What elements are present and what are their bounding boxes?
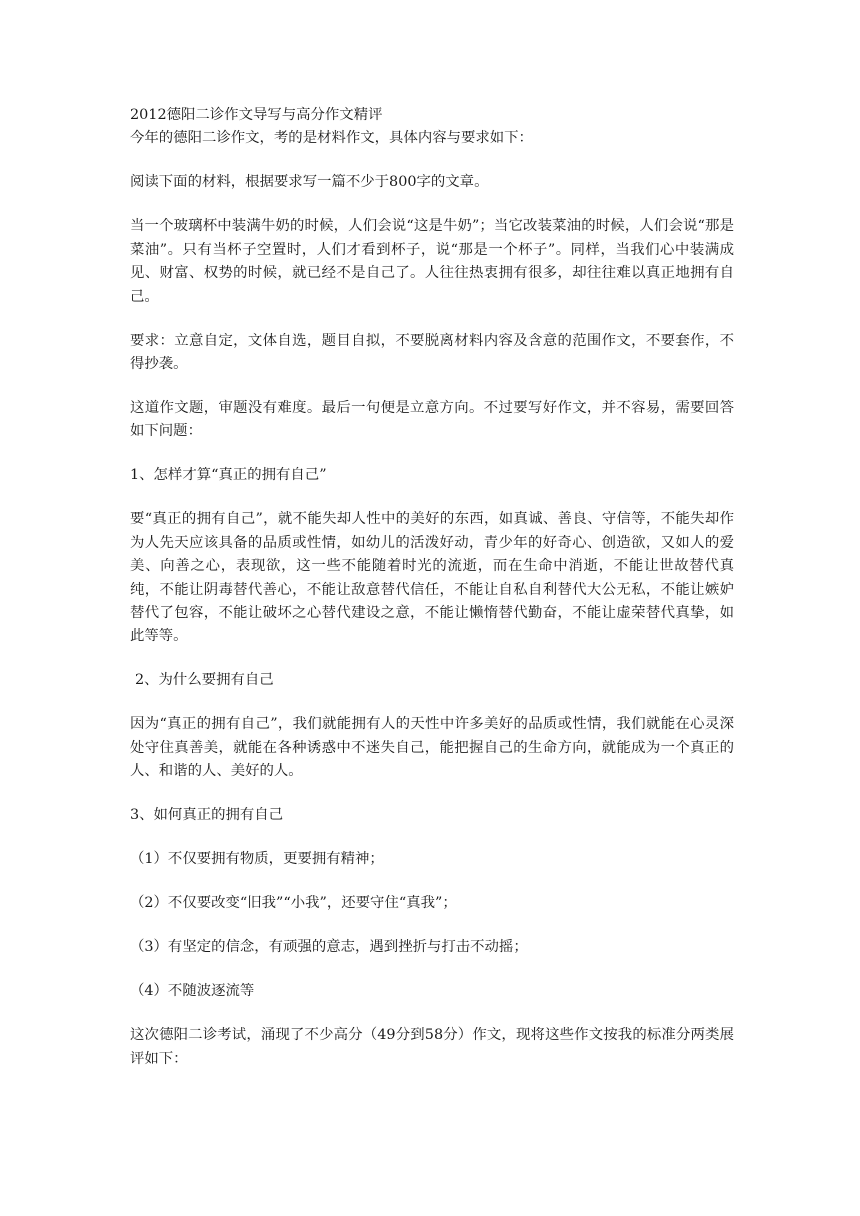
intro-paragraph: 今年的德阳二诊作文，考的是材料作文，具体内容与要求如下： (130, 130, 533, 147)
requirements-paragraph: 要求：立意自定，文体自选，题目自拟，不要脱离材料内容及含意的范围作文，不要套作，不得抄袭。 (130, 332, 734, 373)
document-page (130, 104, 734, 1071)
analysis-paragraph: 这道作文题，审题没有难度。最后一句便是立意方向。不过要写好作文，并不容易，需要回答如下问题： (130, 400, 734, 440)
question-1-heading: 1、怎样才算“真正的拥有自己” (130, 467, 327, 484)
document-title: 2012德阳二诊作文导写与高分作文精评 (130, 107, 383, 123)
question-3-item: （2）不仅要改变“旧我”“小我”，还要守住“真我”； (130, 895, 457, 912)
closing-paragraph: 这次德阳二诊考试，涌现了不少高分（49分到58分）作文，现将这些作文按我的标准分两类展评如下： (130, 1027, 734, 1067)
material-paragraph: 当一个玻璃杯中装满牛奶的时候，人们会说“这是牛奶”；当它改装菜油的时候，人们会说“那是菜油”。只有当杯子空置时，人们才看到杯子，说“那是一个杯子”。同样，当我们心中装满成见、财富、权势的时候，就已经不是自己了。人往往热衷拥有很多，却往往难以真正地拥有自己。 (130, 218, 734, 305)
question-3-item: （3）有坚定的信念，有顽强的意志，遇到挫折与打击不动摇； (130, 939, 528, 956)
question-2-heading: 2、为什么要拥有自己 (135, 672, 274, 689)
question-3-item: （1）不仅要拥有物质，更要拥有精神； (130, 851, 384, 868)
question-3-item: （4）不随波逐流等 (130, 983, 255, 1000)
question-3-heading: 3、如何真正的拥有自己 (130, 807, 284, 824)
question-2-body: 因为“真正的拥有自己”，我们就能拥有人的天性中许多美好的品质或性情，我们就能在心灵深处守住真善美，就能在各种诱惑中不迷失自己，能把握自己的生命方向，就能成为一个真正的人、和谐的人、美好的人。 (130, 716, 734, 780)
question-1-body: 要“真正的拥有自己”，就不能失却人性中的美好的东西，如真诚、善良、守信等，不能失却作为人先天应该具备的品质或性情，如幼儿的活泼好动，青少年的好奇心、创造欲，又如人的爱美、向善之心，表现欲，这一些不能随着时光的流逝，而在生命中消逝，不能让世故替代真纯，不能让阴毒替代善心，不能让敌意替代信任，不能让自私自利替代大公无私，不能让嫉妒替代了包容，不能让破坏之心替代建设之意，不能让懒惰替代勤奋，不能让虚荣替代真挚，如此等等。 (130, 511, 734, 645)
prompt-paragraph: 阅读下面的材料，根据要求写一篇不少于800字的文章。 (130, 174, 489, 191)
